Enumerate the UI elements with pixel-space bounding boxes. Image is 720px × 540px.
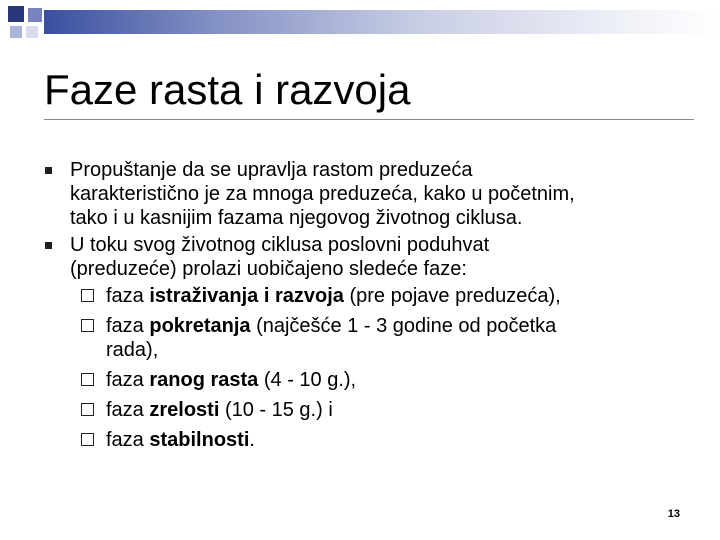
decor-square: [26, 26, 38, 38]
phase-name: ranog rasta: [149, 369, 259, 391]
hollow-square-bullet-icon: [81, 319, 94, 332]
hollow-square-bullet-icon: [81, 373, 94, 386]
phase-item: [79, 398, 679, 422]
list-item: [44, 158, 684, 230]
page-number: 13: [667, 508, 680, 520]
hollow-square-bullet-icon: [81, 403, 94, 416]
decor-square: [8, 6, 24, 22]
title-divider: [44, 119, 694, 120]
phase-item: [79, 368, 679, 392]
slide-title: Faze rasta i razvoja: [44, 66, 411, 113]
decor-square: [28, 8, 42, 22]
decor-square: [10, 26, 22, 38]
phase-prefix: faza: [106, 399, 150, 421]
phase-detail: (najčešće 1 - 3 godine od početka: [250, 315, 557, 337]
phase-item: [79, 284, 679, 308]
phase-name: pokretanja: [149, 315, 251, 337]
bullet-text: Propuštanje da se upravlja rastom preduzeća: [70, 159, 473, 181]
phase-prefix: faza: [106, 429, 150, 451]
bullet-list: [44, 158, 684, 284]
hollow-square-bullet-icon: [81, 289, 94, 302]
gradient-bar: [44, 10, 720, 34]
phase-detail: (pre pojave preduzeća),: [343, 285, 561, 307]
phase-item: [79, 314, 679, 362]
header-decoration: [0, 0, 720, 48]
phase-name: istraživanja i razvoja: [149, 285, 344, 307]
phase-prefix: faza: [106, 315, 150, 337]
hollow-square-bullet-icon: [81, 433, 94, 446]
phase-prefix: faza: [106, 285, 150, 307]
phase-name: zrelosti: [149, 399, 220, 421]
square-bullet-icon: [45, 167, 52, 174]
bullet-text: U toku svog životnog ciklusa poslovni poduhvat: [70, 234, 490, 256]
phase-detail: .: [249, 429, 255, 451]
square-bullet-icon: [45, 242, 52, 249]
phase-detail-continued: rada),: [106, 339, 159, 361]
phase-name: stabilnosti: [149, 429, 250, 451]
bullet-text: tako i u kasnijim fazama njegovog životnog ciklusa.: [70, 207, 523, 229]
phase-prefix: faza: [106, 369, 150, 391]
bullet-text: (preduzeće) prolazi uobičajeno sledeće faze:: [70, 258, 467, 280]
bullet-text: karakteristično je za mnoga preduzeća, kako u početnim,: [70, 183, 575, 205]
phase-item: [79, 428, 679, 452]
phase-list: [79, 284, 679, 458]
phase-detail: (4 - 10 g.),: [258, 369, 357, 391]
list-item: [44, 233, 684, 281]
phase-detail: (10 - 15 g.) i: [219, 399, 333, 421]
